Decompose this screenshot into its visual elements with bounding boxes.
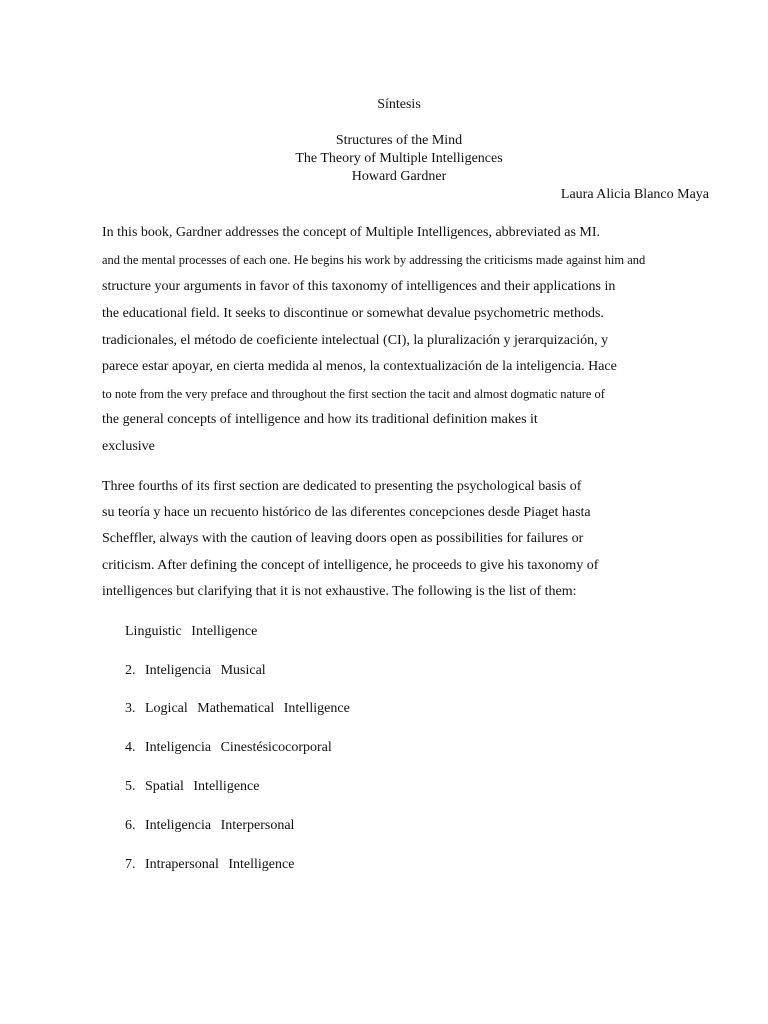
list-item-word: Intrapersonal — [145, 857, 219, 872]
paragraph-line: exclusive — [102, 439, 155, 454]
list-item — [125, 817, 300, 835]
list-item-number: 5. — [125, 779, 136, 794]
list-item — [125, 623, 263, 641]
paragraph-line: structure your arguments in favor of this taxonomy of intelligences and their applications in — [102, 279, 616, 294]
list-item-word: Inteligencia — [145, 663, 212, 678]
paragraph-line: the educational field. It seeks to discontinue or somewhat devalue psychometric methods. — [102, 306, 604, 321]
summary-author: Laura Alicia Blanco Maya — [560, 187, 709, 202]
paragraph-line: and the mental processes of each one. He begins his work by addressing the criticisms made against him and — [102, 253, 646, 267]
paragraph-line: su teoría y hace un recuento histórico de las diferentes concepciones desde Piaget hasta — [102, 505, 591, 520]
paragraph-line: Three fourths of its first section are dedicated to presenting the psychological basis of — [102, 479, 582, 494]
list-item — [125, 856, 300, 874]
list-item-number: 3. — [125, 701, 136, 716]
list-item-number: 7. — [125, 857, 136, 872]
list-item-word: Intelligence — [191, 624, 258, 639]
list-item-word: Logical — [145, 701, 188, 716]
paragraph-line: to note from the very preface and throughout the first section the tacit and almost dogmatic nature of — [102, 387, 605, 401]
list-item — [125, 662, 272, 680]
list-item — [125, 778, 265, 796]
list-item-word: Musical — [220, 663, 266, 678]
book-author: Howard Gardner — [351, 169, 447, 184]
list-item-word: Intelligence — [193, 779, 260, 794]
list-item-word: Linguistic — [125, 624, 182, 639]
list-item-number: 2. — [125, 663, 136, 678]
paragraph-line: criticism. After defining the concept of intelligence, he proceeds to give his taxonomy of — [102, 558, 599, 573]
paragraph-line: parece estar apoyar, en cierta medida al menos, la contextualización de la inteligencia. Hace — [102, 359, 617, 374]
book-title: Structures of the Mind — [335, 133, 463, 148]
list-item-word: Intelligence — [283, 701, 350, 716]
paragraph-line: the general concepts of intelligence and how its traditional definition makes it — [102, 412, 538, 427]
paragraph-line: tradicionales, el método de coeficiente intelectual (CI), la pluralización y jerarquización, y — [102, 333, 609, 348]
list-item — [125, 700, 356, 718]
list-item-word: Mathematical — [197, 701, 275, 716]
list-item-number: 4. — [125, 740, 136, 755]
paragraph-line: In this book, Gardner addresses the concept of Multiple Intelligences, abbreviated as MI. — [102, 225, 601, 240]
list-item-word: Inteligencia — [145, 740, 212, 755]
list-item-word: Intelligence — [228, 857, 295, 872]
book-subtitle: The Theory of Multiple Intelligences — [295, 151, 503, 166]
list-item-number: 6. — [125, 818, 136, 833]
document-label: Síntesis — [377, 97, 421, 112]
paragraph-line: intelligences but clarifying that it is not exhaustive. The following is the list of them: — [102, 584, 577, 599]
paragraph-line: Scheffler, always with the caution of leaving doors open as possibilities for failures or — [102, 531, 584, 546]
list-item-word: Inteligencia — [145, 818, 212, 833]
list-item-word: Interpersonal — [220, 818, 295, 833]
list-item-word: Cinestésicocorporal — [220, 740, 332, 755]
list-item-word: Spatial — [145, 779, 184, 794]
list-item — [125, 739, 338, 757]
